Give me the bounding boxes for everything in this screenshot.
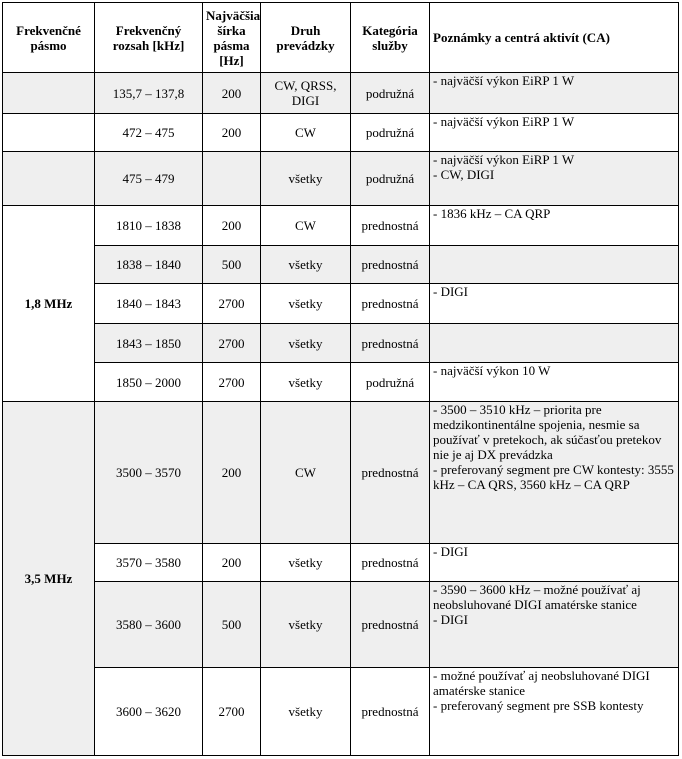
mode-cell: CW [261,206,351,246]
category-cell: prednostná [351,324,430,363]
category-cell: prednostná [351,402,430,544]
notes-cell [430,152,679,206]
range-cell: 3500 – 3570 [95,402,203,544]
band-cell: 3,5 MHz [3,402,95,756]
range-cell: 1838 – 1840 [95,246,203,284]
range-cell: 3600 – 3620 [95,668,203,756]
notes-cell [430,114,679,152]
frequency-allocation-table [2,2,679,756]
category-cell: prednostná [351,284,430,324]
range-cell: 475 – 479 [95,152,203,206]
category-cell: podružná [351,73,430,114]
width-cell: 200 [203,402,261,544]
mode-cell: CW, QRSS, DIGI [261,73,351,114]
mode-cell: všetky [261,284,351,324]
header-range: Frekvenčný rozsah [kHz] [95,3,203,73]
note-line: - DIGI [433,612,469,627]
width-cell: 200 [203,206,261,246]
range-cell: 1810 – 1838 [95,206,203,246]
notes-cell [430,582,679,668]
width-cell: 500 [203,246,261,284]
width-cell: 200 [203,73,261,114]
category-cell: prednostná [351,544,430,582]
notes-cell [430,284,679,324]
width-cell: 2700 [203,668,261,756]
band-cell-empty [3,73,95,114]
notes-cell [430,544,679,582]
mode-cell: všetky [261,246,351,284]
table-row [3,668,679,756]
range-cell: 3570 – 3580 [95,544,203,582]
range-cell: 1840 – 1843 [95,284,203,324]
table-row [3,246,679,284]
mode-cell: CW [261,114,351,152]
table-row [3,114,679,152]
table-row [3,206,679,246]
note-line: - DIGI [433,284,469,299]
notes-cell [430,206,679,246]
mode-cell: CW [261,402,351,544]
category-cell: podružná [351,152,430,206]
note-line: - najväčší výkon EiRP 1 W [433,114,575,129]
width-cell: 200 [203,544,261,582]
header-row [3,3,679,73]
mode-cell: všetky [261,668,351,756]
width-cell: 200 [203,114,261,152]
mode-cell: všetky [261,363,351,402]
range-cell: 472 – 475 [95,114,203,152]
width-cell: 2700 [203,284,261,324]
header-width: Najväčšia šírka pásma [Hz] [203,3,261,73]
width-cell: 500 [203,582,261,668]
range-cell: 1843 – 1850 [95,324,203,363]
category-cell: prednostná [351,246,430,284]
band-cell: 1,8 MHz [3,206,95,402]
width-cell: 2700 [203,363,261,402]
header-category: Kategória služby [351,3,430,73]
notes-cell [430,73,679,114]
notes-cell [430,246,679,284]
note-line: - DIGI [433,544,469,559]
mode-cell: všetky [261,152,351,206]
table-row [3,544,679,582]
mode-cell: všetky [261,324,351,363]
category-cell: podružná [351,114,430,152]
table-row [3,324,679,363]
notes-cell [430,324,679,363]
mode-cell: všetky [261,544,351,582]
table-row [3,284,679,324]
table-row [3,363,679,402]
notes-cell [430,668,679,756]
range-cell: 1850 – 2000 [95,363,203,402]
note-line: - preferovaný segment pre SSB kontesty [433,698,644,713]
band-cell-empty [3,114,95,152]
note-line: - najväčší výkon 10 W [433,363,551,378]
table-row [3,402,679,544]
width-cell [203,152,261,206]
mode-cell: všetky [261,582,351,668]
category-cell: podružná [351,363,430,402]
note-line: - najväčší výkon EiRP 1 W [433,73,575,88]
header-band: Frekvenčné pásmo [3,3,95,73]
note-line: - CW, DIGI [433,167,495,182]
band-cell-empty [3,152,95,206]
range-cell: 3580 – 3600 [95,582,203,668]
table-row [3,152,679,206]
category-cell: prednostná [351,206,430,246]
range-cell: 135,7 – 137,8 [95,73,203,114]
notes-cell [430,402,679,544]
category-cell: prednostná [351,668,430,756]
width-cell: 2700 [203,324,261,363]
note-line: - preferovaný segment pre CW kontesty: 3555 kHz – CA QRS, 3560 kHz – CA QRP [433,462,674,492]
note-line: - najväčší výkon EiRP 1 W [433,152,575,167]
note-line: - 1836 kHz – CA QRP [433,206,551,221]
table-row [3,582,679,668]
notes-cell [430,363,679,402]
header-mode: Druh prevádzky [261,3,351,73]
table-row [3,73,679,114]
note-line: - 3500 – 3510 kHz – priorita pre medzikontinentálne spojenia, nesmie sa používať v pretekoch, ak súčasťou pretekov nie je aj DX prevádzka [433,402,662,462]
header-notes: Poznámky a centrá aktivít (CA) [430,3,679,73]
table-body [3,73,679,756]
note-line: - možné používať aj neobsluhované DIGI amatérske stanice [433,668,650,698]
note-line: - 3590 – 3600 kHz – možné používať aj neobsluhované DIGI amatérske stanice [433,582,641,612]
category-cell: prednostná [351,582,430,668]
